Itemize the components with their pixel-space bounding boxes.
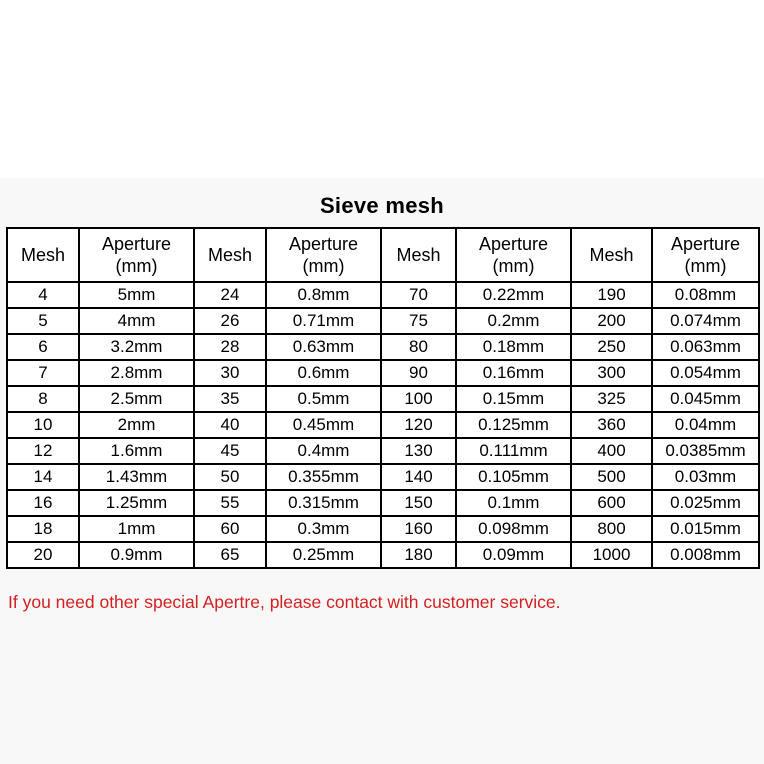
mesh-cell: 5: [7, 308, 79, 334]
mesh-cell: 190: [571, 282, 652, 308]
aperture-cell: 2.5mm: [79, 386, 194, 412]
mesh-cell: 325: [571, 386, 652, 412]
mesh-cell: 120: [381, 412, 456, 438]
aperture-cell: 0.25mm: [266, 542, 381, 568]
mesh-cell: 20: [7, 542, 79, 568]
aperture-cell: 0.025mm: [652, 490, 759, 516]
aperture-cell: 1mm: [79, 516, 194, 542]
mesh-header: Mesh: [7, 228, 79, 282]
table-row: [7, 360, 759, 386]
aperture-header: [79, 228, 194, 282]
aperture-cell: 5mm: [79, 282, 194, 308]
mesh-cell: 600: [571, 490, 652, 516]
aperture-cell: 0.074mm: [652, 308, 759, 334]
mesh-cell: 12: [7, 438, 79, 464]
mesh-cell: 90: [381, 360, 456, 386]
aperture-header-unit: (mm): [492, 256, 535, 276]
aperture-cell: 0.22mm: [456, 282, 571, 308]
mesh-cell: 140: [381, 464, 456, 490]
aperture-cell: 4mm: [79, 308, 194, 334]
aperture-cell: 0.45mm: [266, 412, 381, 438]
table-row: [7, 412, 759, 438]
contact-note: If you need other special Apertre, please contact with customer service.: [8, 592, 561, 612]
aperture-cell: 3.2mm: [79, 334, 194, 360]
aperture-header: [652, 228, 759, 282]
table-row: [7, 308, 759, 334]
aperture-cell: 0.0385mm: [652, 438, 759, 464]
aperture-cell: 0.08mm: [652, 282, 759, 308]
mesh-cell: 100: [381, 386, 456, 412]
aperture-cell: 0.16mm: [456, 360, 571, 386]
mesh-cell: 7: [7, 360, 79, 386]
aperture-header-unit: (mm): [115, 256, 158, 276]
aperture-header-unit: (mm): [302, 256, 345, 276]
aperture-cell: 0.111mm: [456, 438, 571, 464]
mesh-cell: 55: [194, 490, 266, 516]
mesh-cell: 70: [381, 282, 456, 308]
aperture-cell: 0.054mm: [652, 360, 759, 386]
aperture-cell: 0.1mm: [456, 490, 571, 516]
aperture-cell: 2.8mm: [79, 360, 194, 386]
aperture-cell: 0.315mm: [266, 490, 381, 516]
aperture-cell: 0.63mm: [266, 334, 381, 360]
aperture-cell: 0.09mm: [456, 542, 571, 568]
mesh-cell: 6: [7, 334, 79, 360]
mesh-cell: 360: [571, 412, 652, 438]
mesh-cell: 14: [7, 464, 79, 490]
mesh-cell: 60: [194, 516, 266, 542]
aperture-cell: 1.25mm: [79, 490, 194, 516]
aperture-cell: 0.18mm: [456, 334, 571, 360]
table-row: [7, 334, 759, 360]
mesh-cell: 180: [381, 542, 456, 568]
mesh-cell: 24: [194, 282, 266, 308]
mesh-cell: 80: [381, 334, 456, 360]
mesh-cell: 130: [381, 438, 456, 464]
mesh-cell: 18: [7, 516, 79, 542]
aperture-header-label: Aperture: [670, 234, 741, 254]
table-header-row: [7, 228, 759, 282]
mesh-cell: 35: [194, 386, 266, 412]
aperture-cell: 0.6mm: [266, 360, 381, 386]
mesh-cell: 28: [194, 334, 266, 360]
aperture-cell: 0.9mm: [79, 542, 194, 568]
aperture-cell: 0.8mm: [266, 282, 381, 308]
aperture-cell: 0.71mm: [266, 308, 381, 334]
table-row: [7, 464, 759, 490]
aperture-header-label: Aperture: [478, 234, 549, 254]
mesh-cell: 16: [7, 490, 79, 516]
aperture-cell: 0.5mm: [266, 386, 381, 412]
sieve-mesh-table: [6, 227, 760, 569]
aperture-header-unit: (mm): [684, 256, 727, 276]
table-row: [7, 516, 759, 542]
aperture-cell: 0.2mm: [456, 308, 571, 334]
aperture-cell: 0.4mm: [266, 438, 381, 464]
mesh-cell: 1000: [571, 542, 652, 568]
mesh-cell: 65: [194, 542, 266, 568]
aperture-cell: 0.125mm: [456, 412, 571, 438]
mesh-cell: 500: [571, 464, 652, 490]
aperture-cell: 0.105mm: [456, 464, 571, 490]
aperture-cell: 0.063mm: [652, 334, 759, 360]
mesh-cell: 250: [571, 334, 652, 360]
mesh-cell: 26: [194, 308, 266, 334]
mesh-cell: 30: [194, 360, 266, 386]
aperture-cell: 0.008mm: [652, 542, 759, 568]
aperture-cell: 0.045mm: [652, 386, 759, 412]
mesh-cell: 75: [381, 308, 456, 334]
table-row: [7, 438, 759, 464]
aperture-header-label: Aperture: [101, 234, 172, 254]
aperture-cell: 1.6mm: [79, 438, 194, 464]
mesh-cell: 40: [194, 412, 266, 438]
table-row: [7, 386, 759, 412]
aperture-cell: 0.355mm: [266, 464, 381, 490]
mesh-cell: 300: [571, 360, 652, 386]
aperture-header: [266, 228, 381, 282]
mesh-header: Mesh: [571, 228, 652, 282]
mesh-cell: 50: [194, 464, 266, 490]
mesh-cell: 150: [381, 490, 456, 516]
aperture-cell: 0.098mm: [456, 516, 571, 542]
mesh-cell: 10: [7, 412, 79, 438]
aperture-header: [456, 228, 571, 282]
aperture-cell: 0.3mm: [266, 516, 381, 542]
mesh-cell: 200: [571, 308, 652, 334]
aperture-cell: 0.015mm: [652, 516, 759, 542]
mesh-cell: 45: [194, 438, 266, 464]
mesh-cell: 800: [571, 516, 652, 542]
mesh-cell: 400: [571, 438, 652, 464]
mesh-cell: 160: [381, 516, 456, 542]
mesh-header: Mesh: [381, 228, 456, 282]
mesh-cell: 4: [7, 282, 79, 308]
aperture-cell: 0.04mm: [652, 412, 759, 438]
aperture-cell: 0.15mm: [456, 386, 571, 412]
aperture-cell: 0.03mm: [652, 464, 759, 490]
aperture-cell: 1.43mm: [79, 464, 194, 490]
table-row: [7, 490, 759, 516]
table-row: [7, 282, 759, 308]
mesh-header: Mesh: [194, 228, 266, 282]
aperture-header-label: Aperture: [288, 234, 359, 254]
table-row: [7, 542, 759, 568]
aperture-cell: 2mm: [79, 412, 194, 438]
page-title: Sieve mesh: [319, 193, 445, 218]
mesh-cell: 8: [7, 386, 79, 412]
